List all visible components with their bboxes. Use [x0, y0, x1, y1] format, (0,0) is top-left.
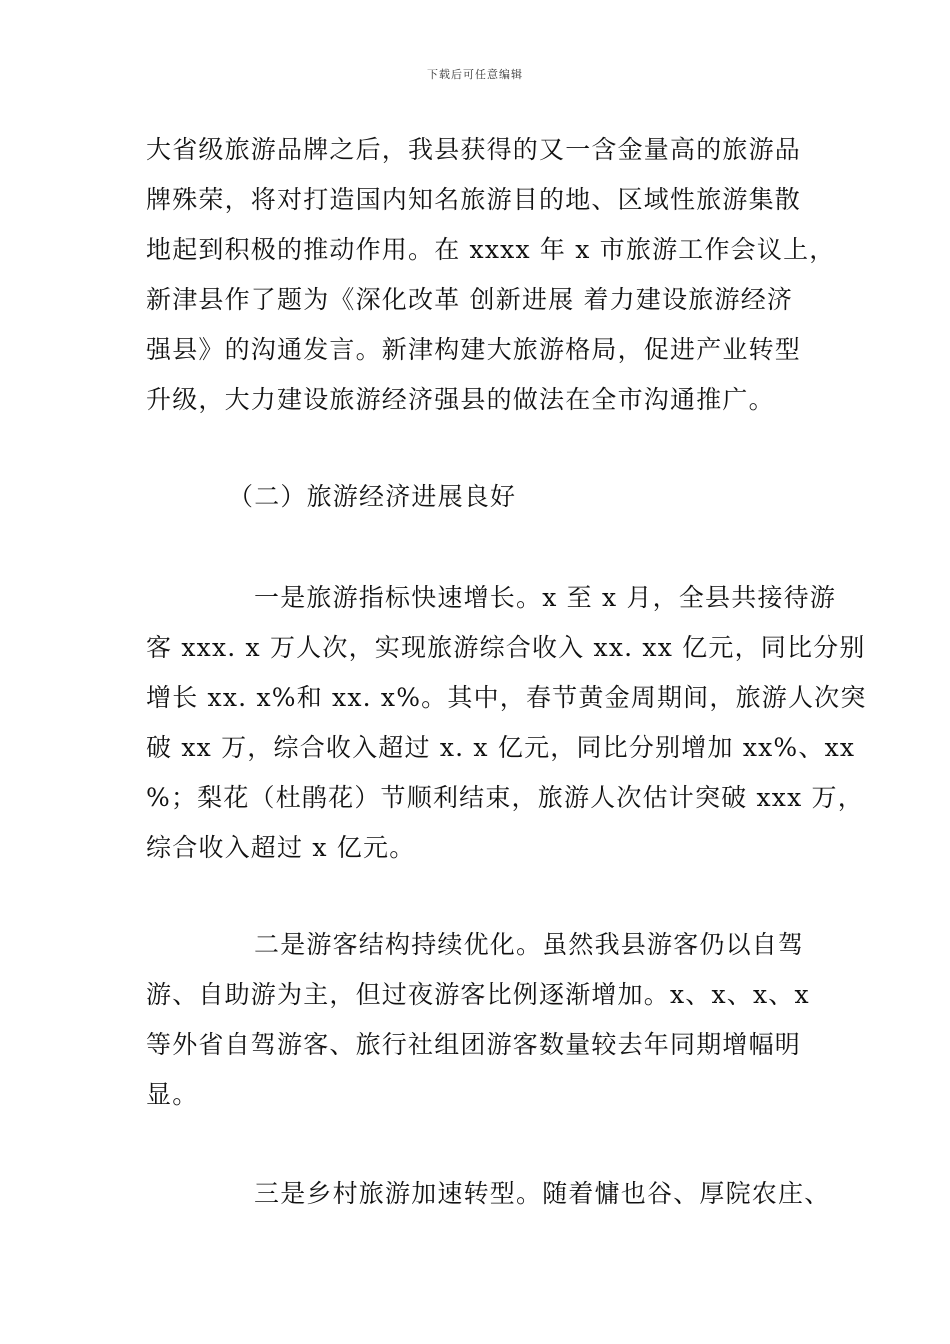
paragraph-line: 增长 xx. x%和 xx. x%。其中，春节黄金周期间，旅游人次突	[146, 683, 867, 712]
paragraph-line: 地起到积极的推动作用。在 xxxx 年 x 市旅游工作会议上，	[146, 235, 836, 264]
paragraph-line: 新津县作了题为《深化改革 创新进展 着力建设旅游经济	[146, 285, 794, 314]
paragraph-line: 升级，大力建设旅游经济强县的做法在全市沟通推广。	[146, 385, 775, 414]
paragraph-line: 等外省自驾游客、旅行社组团游客数量较去年同期增幅明	[146, 1030, 802, 1059]
paragraph-line: 综合收入超过 x 亿元。	[146, 833, 416, 862]
section-heading: （二）旅游经济进展良好	[228, 482, 517, 511]
paragraph-line: 二是游客结构持续优化。虽然我县游客仍以自驾	[254, 930, 805, 959]
paragraph-line: 显。	[146, 1080, 199, 1109]
paragraph-line: 牌殊荣，将对打造国内知名旅游目的地、区域性旅游集散	[146, 185, 802, 214]
paragraph-line: 三是乡村旅游加速转型。随着慵也谷、厚院农庄、	[254, 1179, 831, 1208]
paragraph-line: 一是旅游指标快速增长。x 至 x 月，全县共接待游	[254, 583, 837, 612]
paragraph-line: 游、自助游为主，但过夜游客比例逐渐增加。x、x、x、x	[146, 980, 810, 1009]
paragraph-line: %；梨花（杜鹃花）节顺利结束，旅游人次估计突破 xxx 万，	[146, 783, 864, 812]
header-note: 下载后可任意编辑	[427, 68, 523, 81]
paragraph-line: 破 xx 万，综合收入超过 x. x 亿元，同比分别增加 xx%、xx	[146, 733, 856, 762]
paragraph-line: 强县》的沟通发言。新津构建大旅游格局，促进产业转型	[146, 335, 802, 364]
paragraph-line: 大省级旅游品牌之后，我县获得的又一含金量高的旅游品	[146, 135, 802, 164]
paragraph-line: 客 xxx. x 万人次，实现旅游综合收入 xx. xx 亿元，同比分别	[146, 633, 866, 662]
